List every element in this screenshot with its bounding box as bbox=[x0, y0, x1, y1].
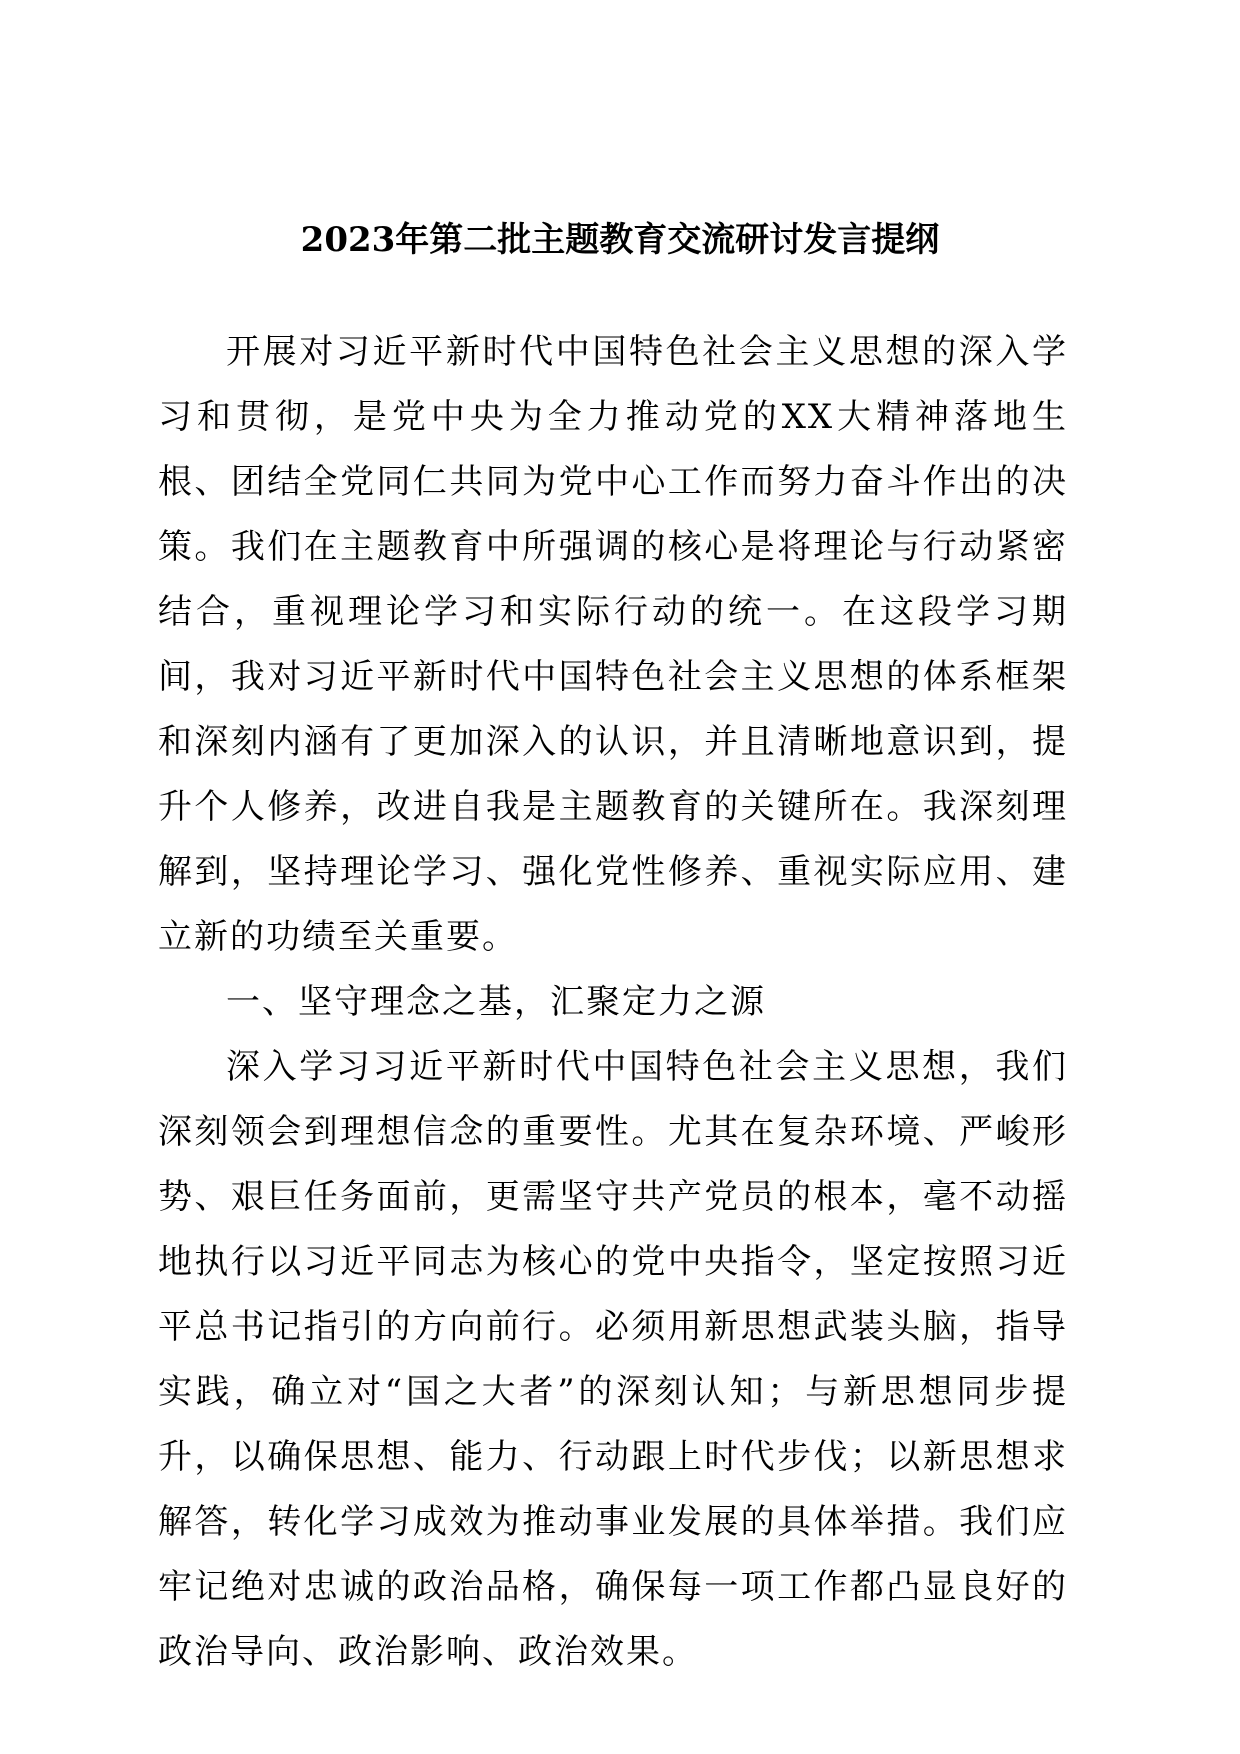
section-heading-1: 一、坚守理念之基，汇聚定力之源 bbox=[226, 982, 766, 1022]
intro-paragraph: 开展对习近平新时代中国特色社会主义思想的深入学习和贯彻，是党中央为全力推动党的XX大精神落地生根、团结全党同仁共同为党中心工作而努力奋斗作出的决策。我们在主题教育中所强调的核心是将理论与行动紧密结合，重视理论学习和实际行动的统一。在这段学习期间，我对习近平新时代中国特色社会主义思想的体系框架和深刻内涵有了更加深入的认识，并且清晰地意识到，提升个人修养，改进自我是主题教育的关键所在。我深刻理解到，坚持理论学习、强化党性修养、重视实际应用、建立新的功绩至关重要。 bbox=[158, 332, 1068, 957]
section-1-paragraph: 深入学习习近平新时代中国特色社会主义思想，我们深刻领会到理想信念的重要性。尤其在复杂环境、严峻形势、艰巨任务面前，更需坚守共产党员的根本，毫不动摇地执行以习近平同志为核心的党中央指令，坚定按照习近平总书记指引的方向前行。必须用新思想武装头脑，指导实践，确立对“国之大者”的深刻认知；与新思想同步提升，以确保思想、能力、行动跟上时代步伐；以新思想求解答，转化学习成效为推动事业发展的具体举措。我们应牢记绝对忠诚的政治品格，确保每一项工作都凸显良好的政治导向、政治影响、政治效果。 bbox=[158, 1047, 1068, 1672]
document-title: 2023年第二批主题教育交流研讨发言提纲 bbox=[300, 220, 940, 260]
document-body bbox=[158, 320, 1068, 1685]
